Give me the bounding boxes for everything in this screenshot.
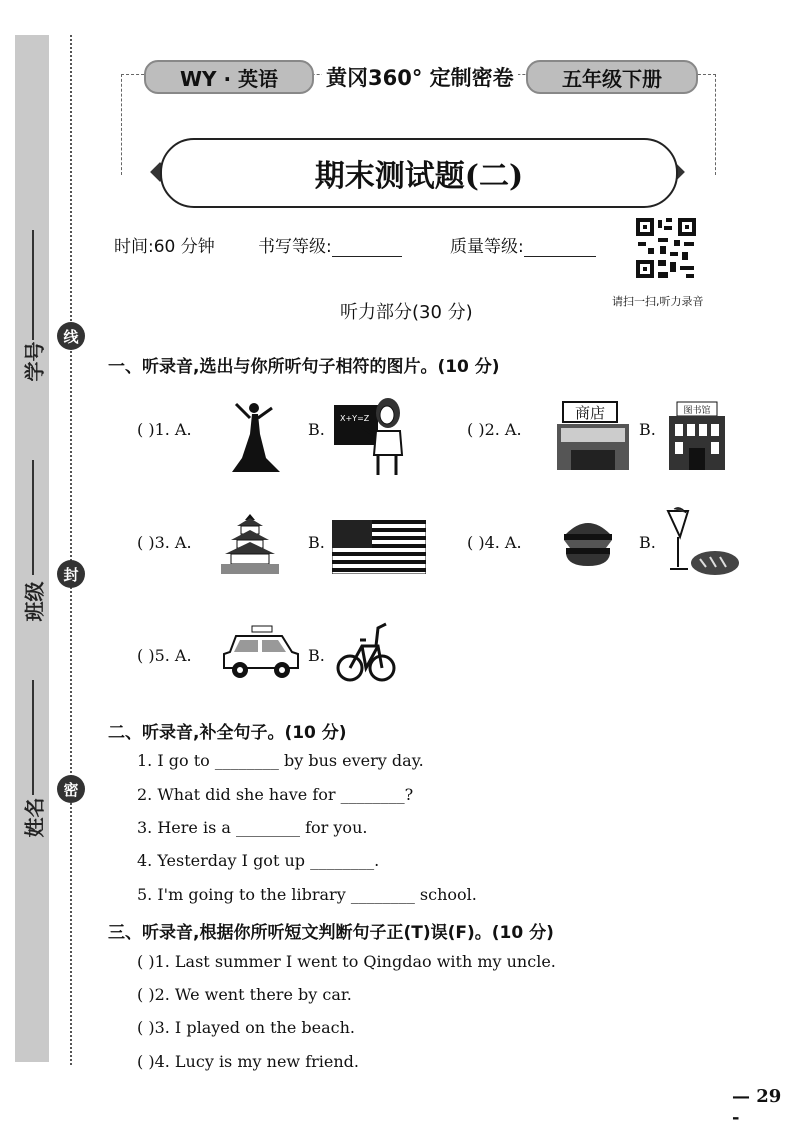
quality-grade-blank[interactable] (524, 238, 596, 257)
writing-grade (258, 232, 402, 257)
hamburger-icon (562, 512, 614, 568)
writing-grade-label: 书写等级: (258, 237, 332, 257)
fill-sentence-3: 3. Here is a ________ for you. (137, 818, 368, 837)
q3-number: ( )3. A. (137, 533, 192, 552)
q1-b-label: B. (308, 420, 325, 439)
taxi-icon (222, 622, 300, 680)
quality-grade (450, 232, 596, 257)
qr-caption: 请扫一扫,听力录音 (612, 295, 704, 308)
fill-sentence-4: 4. Yesterday I got up ________. (137, 851, 380, 870)
shop-sign-text: 商店 (574, 404, 606, 422)
fill-sentence-5: 5. I'm going to the library ________ school. (137, 885, 477, 904)
page-title: 期末测试题(二) (314, 159, 524, 194)
grade-pill: 五年级下册 (526, 60, 698, 94)
temple-of-heaven-icon (219, 512, 281, 576)
fill-sentence-1: 1. I go to ________ by bus every day. (137, 751, 424, 770)
tf-item-2: ( )2. We went there by car. (137, 985, 352, 1004)
time-label: 时间:60 分钟 (114, 237, 215, 257)
seal-seal-mark: 封 (57, 560, 85, 588)
q4-b-label: B. (639, 533, 656, 552)
q3-b-label: B. (308, 533, 325, 552)
page-number: — 29 - (732, 1086, 782, 1128)
q1-number: ( )1. A. (137, 420, 192, 439)
writing-grade-blank[interactable] (332, 238, 402, 257)
shop-building-icon (555, 400, 631, 472)
quality-grade-label: 质量等级: (450, 237, 524, 257)
flamenco-dancer-icon (228, 398, 284, 476)
fill-sentence-2: 2. What did she have for ________? (137, 785, 414, 804)
q2-b-label: B. (639, 420, 656, 439)
bicycle-icon (336, 616, 396, 686)
tf-item-4: ( )4. Lucy is my new friend. (137, 1052, 359, 1071)
seal-line-mark: 线 (57, 322, 85, 350)
bread-and-drink-icon (660, 507, 740, 577)
q5-number: ( )5. A. (137, 646, 192, 665)
subject-pill: WY · 英语 (144, 60, 314, 94)
class-line (32, 460, 34, 575)
section1-heading: 一、听录音,选出与你所听句子相符的图片。(10 分) (108, 357, 500, 377)
q2-number-label: ( )2. A. (467, 420, 522, 439)
library-building-icon (667, 400, 727, 472)
tf-item-1: ( )1. Last summer I went to Qingdao with my uncle. (137, 952, 556, 971)
q4-number: ( )4. A. (467, 533, 522, 552)
qr-code-icon[interactable] (634, 216, 698, 280)
q5-b-label: B. (308, 646, 325, 665)
usa-flag-icon (332, 520, 426, 574)
teacher-blackboard-icon (332, 393, 406, 478)
series-title: 黄冈360° 定制密卷 (322, 62, 518, 92)
tf-item-3: ( )3. I played on the beach. (137, 1018, 355, 1037)
svg-text:X+Y=Z: X+Y=Z (340, 414, 370, 423)
seal-secret-mark: 密 (57, 775, 85, 803)
library-sign-text: 图书馆 (683, 406, 711, 416)
section3-heading: 三、听录音,根据你所听短文判断句子正(T)误(F)。(10 分) (108, 923, 554, 943)
name-line (32, 680, 34, 795)
cut-line (70, 35, 72, 1065)
name-label: 姓名 (22, 797, 47, 838)
section2-heading: 二、听录音,补全句子。(10 分) (108, 723, 347, 743)
student-id-line (32, 230, 34, 340)
student-id-label: 学号 (22, 341, 47, 382)
class-label: 班级 (22, 581, 47, 622)
listening-part-title: 听力部分(30 分) (340, 302, 473, 323)
title-banner (160, 138, 678, 208)
